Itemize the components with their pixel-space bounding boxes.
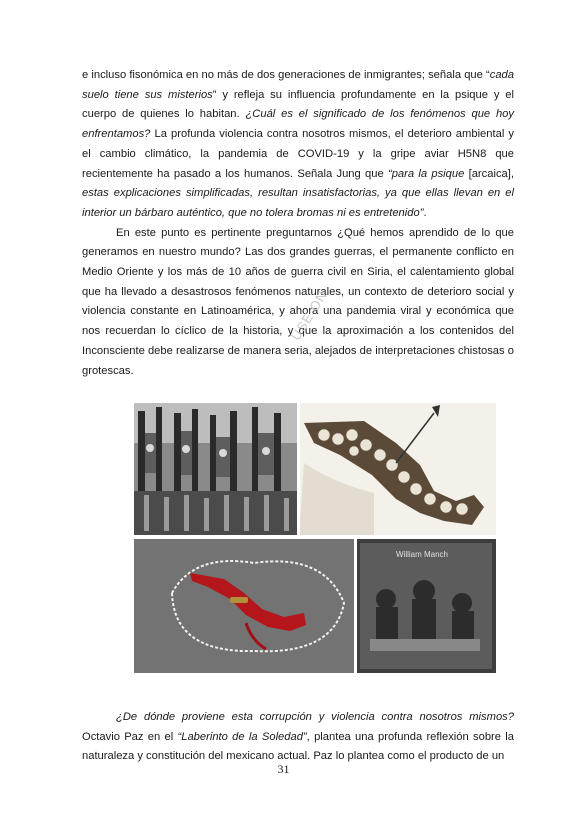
text-run: Octavio Paz en el bbox=[82, 730, 178, 743]
paragraph bbox=[82, 66, 514, 224]
body-text-bottom bbox=[82, 708, 514, 767]
italic-text: ¿Cuál es el significado de los fenómenos que hoy enfrentamos? bbox=[82, 108, 514, 141]
paragraph bbox=[82, 224, 514, 382]
image-collage bbox=[134, 403, 496, 673]
watermark: USE ON bbox=[288, 287, 331, 343]
skulls-map-illustration bbox=[299, 403, 496, 535]
nazi-parade-photo bbox=[134, 403, 299, 535]
text-run: ” y refleja su influencia profundamente en la psique y el cuerpo de quienes lo habitan. bbox=[82, 88, 515, 121]
text-run: . bbox=[423, 206, 427, 219]
text-run: , plantea una profunda reflexión sobre la naturaleza y constitución del mexicano actual. Paz lo plantea como el producto de un bbox=[82, 730, 514, 763]
book-cover-title: William Manch bbox=[396, 550, 449, 559]
text-run: En este punto es pertinente preguntarnos ¿Qué hemos aprendido de lo que generamos en nuestro mundo? Las dos grandes guerras, el permanente conflicto en Medio Oriente y los más de 10 años de guerra civil en Siria, el calentamiento global que ha llevado a desastrosos fenómenos naturales, un contexto de deterioro social y violencia constante en Latinoamérica, y ahora una pandemia viral y económica que nos recuerdan lo cíclico de la historia, y que la aproximación a los contenidos del Inconsciente debe realizarse de manera seria, alejados de interpretaciones chistosas o grotescas. bbox=[82, 226, 514, 377]
crime-scene-map-photo bbox=[134, 539, 356, 673]
italic-text: “Laberinto de la Soledad” bbox=[177, 730, 307, 743]
soldiers-book-cover bbox=[356, 539, 496, 673]
paragraph bbox=[82, 708, 514, 767]
text-run: e incluso fisonómica en no más de dos generaciones de inmigrantes; señala que “ bbox=[82, 69, 490, 81]
italic-text: “para la psique bbox=[387, 167, 465, 180]
italic-text: cada suelo tiene sus misterios bbox=[82, 69, 514, 101]
text-run: La profunda violencia contra nosotros mismos, el deterioro ambiental y el cambio climático, la pandemia de COVID-19 y la gripe aviar H5N8 que recientemente ha pasado a los humanos. Señala Jung que bbox=[82, 128, 514, 180]
page-number: 31 bbox=[277, 762, 290, 776]
text-run: [arcaica], bbox=[464, 167, 514, 180]
italic-text: ¿De dónde proviene esta corrupción y violencia contra nosotros mismos? bbox=[116, 711, 514, 723]
italic-text: estas explicaciones simplificadas, resultan insatisfactorias, ya que ellas llevan en el interior un bárbaro auténtico, que no tolera bromas ni es entretenido” bbox=[82, 187, 514, 219]
